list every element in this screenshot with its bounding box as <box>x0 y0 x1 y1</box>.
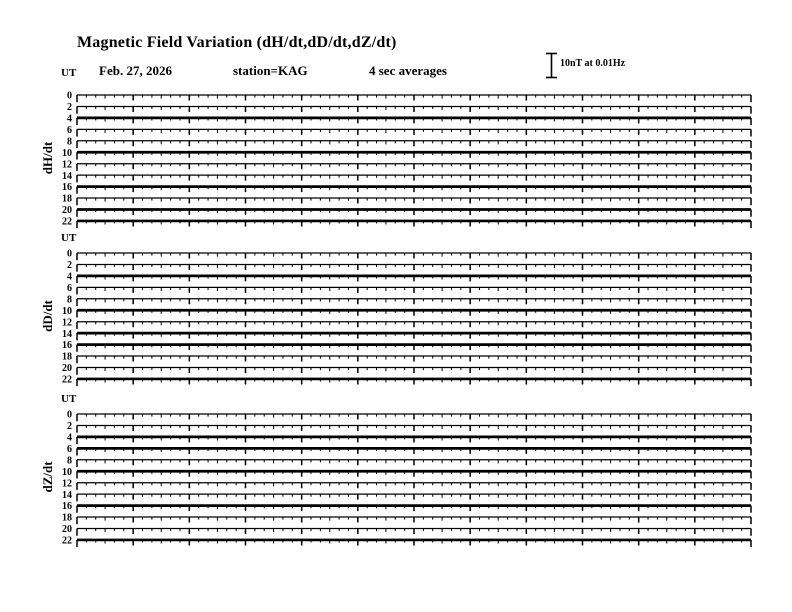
hour-row-dzdt-16 <box>62 501 751 513</box>
hour-row-dzdt-22 <box>62 535 751 547</box>
major-tick-marks <box>77 494 751 501</box>
hour-row-dddt-16 <box>62 340 751 352</box>
panel-axes-dzdt <box>50 406 762 554</box>
hour-label: 22 <box>62 216 72 228</box>
hour-label: 6 <box>67 124 72 136</box>
panel-ylabel-dhdt: dH/dt <box>40 141 55 174</box>
hour-label: 4 <box>67 271 72 282</box>
hour-row-dzdt-8 <box>67 455 751 467</box>
hour-row-dddt-12 <box>62 317 751 329</box>
major-tick-marks <box>77 482 751 489</box>
hour-row-dddt-8 <box>67 294 751 306</box>
hour-label: 18 <box>62 351 72 363</box>
major-tick-marks <box>77 264 751 271</box>
hour-row-dhdt-12 <box>62 159 751 171</box>
hour-label: 8 <box>67 454 72 466</box>
hour-label: 6 <box>67 443 72 455</box>
hour-row-dzdt-6 <box>67 443 751 455</box>
major-tick-marks <box>77 163 751 170</box>
hour-row-dzdt-20 <box>62 524 751 536</box>
major-tick-marks <box>77 106 751 113</box>
major-tick-marks <box>77 459 751 466</box>
ut-axis-label-dzdt: UT <box>61 393 77 405</box>
hour-row-dddt-4 <box>67 271 751 283</box>
major-tick-marks <box>77 414 751 421</box>
hour-row-dhdt-0 <box>67 90 751 102</box>
hour-row-dddt-2 <box>67 260 751 272</box>
hour-label: 0 <box>67 248 72 260</box>
hour-row-dhdt-4 <box>67 113 751 125</box>
hour-label: 2 <box>67 420 72 432</box>
averaging-label: 4 sec averages <box>369 63 447 78</box>
plot-title: Magnetic Field Variation (dH/dt,dD/dt,dZ/dt) <box>77 34 397 51</box>
hour-label: 18 <box>62 512 72 524</box>
major-tick-marks <box>77 129 751 136</box>
hour-row-dddt-14 <box>62 328 751 340</box>
hour-label: 14 <box>62 328 72 340</box>
hour-row-dhdt-6 <box>67 124 751 136</box>
hour-label: 0 <box>67 90 72 102</box>
station-label: station=KAG <box>233 63 308 78</box>
hour-label: 4 <box>67 432 72 443</box>
hour-row-dzdt-14 <box>62 489 751 501</box>
hour-label: 2 <box>67 259 72 271</box>
hour-row-dhdt-16 <box>62 182 751 194</box>
hour-label: 4 <box>67 113 72 124</box>
hour-label: 10 <box>62 305 72 317</box>
panel-ylabel-dddt: dD/dt <box>40 299 55 332</box>
ut-axis-label-dddt: UT <box>61 232 77 244</box>
hour-label: 16 <box>62 181 72 193</box>
hour-label: 10 <box>62 147 72 159</box>
hour-row-dddt-22 <box>62 374 751 386</box>
hour-label: 20 <box>62 362 72 374</box>
hour-label: 18 <box>62 193 72 205</box>
hour-label: 14 <box>62 489 72 501</box>
major-tick-marks <box>77 253 751 260</box>
hour-label: 8 <box>67 135 72 147</box>
hour-label: 12 <box>62 477 72 489</box>
amplitude-scale-icon <box>543 52 560 79</box>
hour-row-dhdt-22 <box>62 216 751 228</box>
hour-label: 20 <box>62 204 72 216</box>
major-tick-marks <box>77 175 751 182</box>
major-tick-marks <box>77 287 751 294</box>
hour-row-dhdt-18 <box>62 193 751 205</box>
major-tick-marks <box>77 140 751 147</box>
hour-label: 16 <box>62 339 72 351</box>
hour-row-dddt-0 <box>67 248 751 260</box>
hour-label: 22 <box>62 535 72 547</box>
amplitude-scale-label: 10nT at 0.01Hz <box>560 58 626 69</box>
major-tick-marks <box>77 198 751 205</box>
hour-label: 12 <box>62 158 72 170</box>
hour-row-dzdt-18 <box>62 512 751 524</box>
hour-row-dhdt-20 <box>62 205 751 217</box>
hour-label: 14 <box>62 170 72 182</box>
hour-row-dhdt-8 <box>67 136 751 148</box>
hour-label: 10 <box>62 466 72 478</box>
major-tick-marks <box>77 367 751 374</box>
hour-label: 20 <box>62 523 72 535</box>
hour-row-dzdt-2 <box>67 421 751 433</box>
hour-row-dddt-18 <box>62 351 751 363</box>
major-tick-marks <box>77 95 751 102</box>
major-tick-marks <box>77 356 751 363</box>
hour-label: 16 <box>62 500 72 512</box>
major-tick-marks <box>77 425 751 432</box>
hour-label: 12 <box>62 316 72 328</box>
hour-row-dzdt-0 <box>67 409 751 421</box>
major-tick-marks <box>77 517 751 524</box>
hour-row-dzdt-12 <box>62 478 751 490</box>
major-tick-marks <box>77 321 751 328</box>
hour-label: 22 <box>62 374 72 386</box>
hour-row-dddt-6 <box>67 282 751 294</box>
hour-row-dddt-10 <box>62 305 751 317</box>
hour-row-dzdt-4 <box>67 432 751 444</box>
major-tick-marks <box>77 298 751 305</box>
hour-row-dzdt-10 <box>62 466 751 478</box>
hour-label: 6 <box>67 282 72 294</box>
date-label: Feb. 27, 2026 <box>99 63 172 78</box>
hour-row-dddt-20 <box>62 363 751 375</box>
hour-label: 8 <box>67 293 72 305</box>
hour-row-dhdt-2 <box>67 102 751 114</box>
hour-label: 2 <box>67 101 72 113</box>
major-tick-marks <box>77 528 751 535</box>
panel-ylabel-dzdt: dZ/dt <box>40 460 55 493</box>
panel-axes-dhdt <box>50 87 762 235</box>
hour-row-dhdt-10 <box>62 147 751 159</box>
hour-row-dhdt-14 <box>62 170 751 182</box>
ut-axis-label-dhdt: UT <box>61 67 77 79</box>
hour-label: 0 <box>67 409 72 421</box>
panel-axes-dddt <box>50 245 762 393</box>
